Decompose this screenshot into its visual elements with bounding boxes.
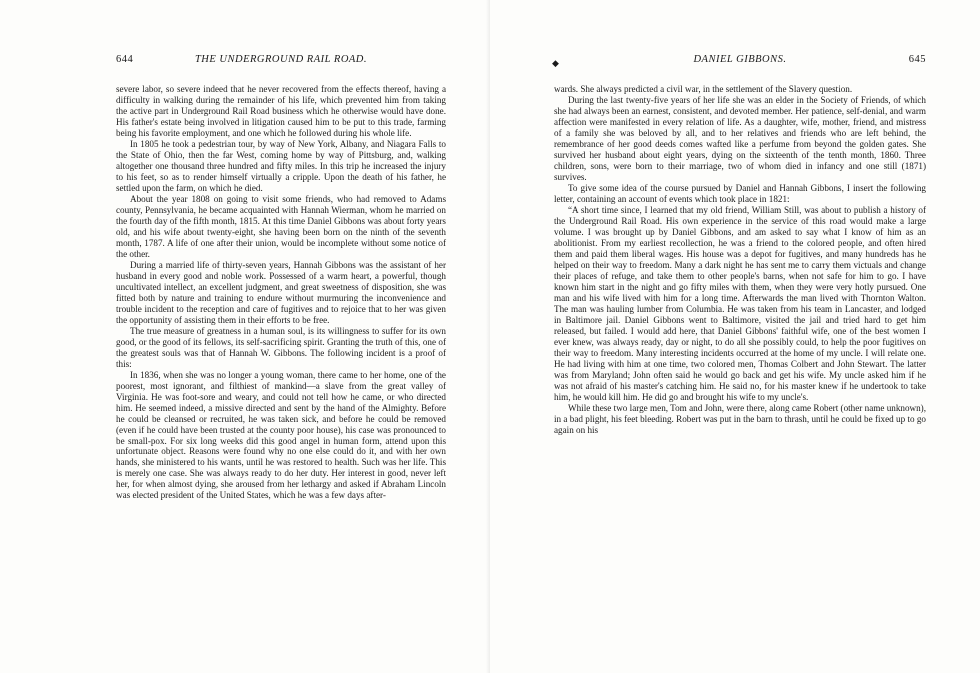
- right-paragraph-5: While these two large men, Tom and John, were there, along came Robert (other name unknown), in a bad plight, his feet bleeding. Robert was put in the barn to thrash, until he could be fixed up to go again on his: [554, 402, 926, 435]
- right-page-number: 645: [908, 54, 926, 65]
- right-paragraph-3: To give some idea of the course pursued by Daniel and Hannah Gibbons, I insert the following letter, containing an account of events which took place in 1821:: [554, 182, 926, 204]
- printer-mark-icon: ◆: [552, 58, 560, 68]
- left-paragraph-1: severe labor, so severe indeed that he never recovered from the effects thereof, having a difficulty in walking during the remainder of his life, which prevented him from taking the active part in Underground Rail Road business which he otherwise would have done. His father's estate being involved in litigation caused him to be put to this trade, farming being his favorite employment, and one which he followed during his whole life.: [116, 84, 446, 138]
- right-page-body: [554, 84, 926, 436]
- left-paragraph-3: About the year 1808 on going to visit some friends, who had removed to Adams county, Pennsylvania, he became acquainted with Hannah Wierman, whom he married on the fourth day of the fifth month, 1815. At this time Daniel Gibbons was about forty years old, and his wife about twenty-eight, she having been born on the ninth of the seventh month, 1787. A life of one after their union, would be incomplete without some notice of the other.: [116, 193, 446, 259]
- right-page: [490, 0, 980, 673]
- right-paragraph-2: During the last twenty-five years of her life she was an elder in the Society of Friends, of which she had always been an earnest, consistent, and devoted member. Her patience, self-denial, and warm affection were manifested in every relation of life. As a daughter, wife, mother, friend, and mistress of a family she was beloved by all, and to her relatives and friends who are left behind, the remembrance of her good deeds comes wafted like a perfume from beyond the golden gates. She survived her husband about eight years, dying on the sixteenth of the tenth month, 1860. Three children, sons, were born to their marriage, two of whom died in infancy and one still (1871) survives.: [554, 94, 926, 182]
- right-page-header: [554, 54, 926, 68]
- left-paragraph-5: The true measure of greatness in a human soul, is its willingness to suffer for its own good, or the good of its fellows, its self-sacrificing spirit. Granting the truth of this, one of the greatest souls was that of Hannah W. Gibbons. The following incident is a proof of this:: [116, 325, 446, 369]
- left-paragraph-4: During a married life of thirty-seven years, Hannah Gibbons was the assistant of her husband in every good and noble work. Possessed of a warm heart, a powerful, though uncultivated intellect, an excellent judgment, and great sweetness of disposition, she was fitted both by nature and training to endure without murmuring the inconvenience and trouble incident to the reception and care of fugitives and to rejoice that to her was given the opportunity of assisting them in their efforts to be free.: [116, 259, 446, 325]
- left-paragraph-6: In 1836, when she was no longer a young woman, there came to her home, one of the poorest, most ignorant, and filthiest of mankind—a slave from the great valley of Virginia. He was foot-sore and weary, and could not tell how he came, or who directed him. He seemed indeed, a missive directed and sent by the hand of the Almighty. Before he could be cleansed or recruited, he was taken sick, and before he could be removed (even if he could have been trusted at the county poor house), his case was pronounced to be small-pox. For six long weeks did this good angel in human form, attend upon this unfortunate object. Reasons were found why no one else could do it, and with her own hands, she ministered to his wants, until he was restored to health. Such was her life. This is merely one case. She was always ready to do her duty. Her interest in good, never left her, for when almost dying, she aroused from her lethargy and asked if Abraham Lincoln was elected president of the United States, which he was a few days after-: [116, 369, 446, 501]
- right-running-title: DANIEL GIBBONS.: [693, 54, 787, 65]
- left-paragraph-2: In 1805 he took a pedestrian tour, by way of New York, Albany, and Niagara Falls to the State of Ohio, then the far West, coming home by way of Pittsburg, and, walking altogether one thousand three hundred and fifty miles. In this trip he increased the injury to his feet, so as to render himself virtually a cripple. Upon the death of his father, he settled upon the farm, on which he died.: [116, 138, 446, 193]
- left-running-title: THE UNDERGROUND RAIL ROAD.: [194, 54, 368, 65]
- left-page-header: [116, 54, 446, 68]
- right-paragraph-1: wards. She always predicted a civil war, in the settlement of the Slavery question.: [554, 84, 853, 94]
- right-paragraph-4: “A short time since, I learned that my old friend, William Still, was about to publish a history of the Underground Rail Road. His own experience in the service of this road would make a large volume. I was brought up by Daniel Gibbons, and am asked to say what I know of him as an abolitionist. From my earliest recollection, he was a friend to the colored people, and often hired them and paid them liberal wages. His house was a depot for fugitives, and many hundreds has he helped on their way to freedom. Many a dark night he has sent me to carry them victuals and change their places of refuge, and take them to other people's barns, when not safe for him to go. I have known him start in the night and go fifty miles with them, when they were very hotly pursued. One man and his wife lived with him for a long time. Afterwards the man lived with Thornton Walton. The man was hauling lumber from Columbia. He was taken from his team in Lancaster, and lodged in Baltimore jail. Daniel Gibbons went to Baltimore, visited the jail and tried hard to get him released, but failed. I would add here, that Daniel Gibbons' faithful wife, one of the best women I ever knew, was always ready, day or night, to do all she possibly could, to help the poor fugitives on their way to freedom. Many interesting incidents occurred at the home of my uncle. I will relate one. He had living with him at one time, two colored men, Thomas Colbert and John Stewart. The latter was from Maryland; John often said he would go back and get his wife. My uncle asked him if he was not afraid of his master's catching him. He said no, for his master knew if he undertook to take him, he would kill him. He did go and brought his wife to my uncle's.: [554, 204, 926, 402]
- left-page-body: [116, 84, 446, 501]
- left-page-number: 644: [116, 54, 134, 65]
